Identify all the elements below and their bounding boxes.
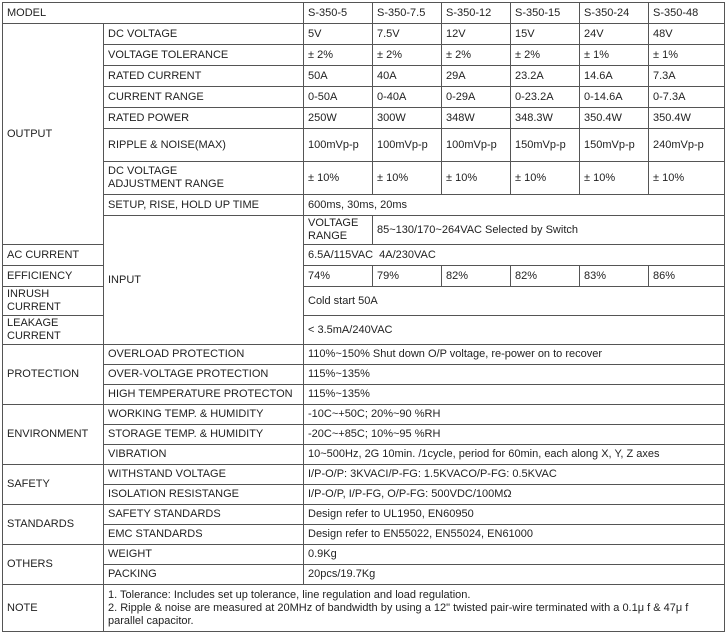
value-cell: 0-14.6A — [580, 87, 649, 108]
row-label: AC CURRENT — [3, 245, 104, 266]
section-input: INPUT — [104, 216, 304, 345]
row-label: WEIGHT — [104, 545, 304, 565]
value-cell: ± 2% — [511, 45, 580, 66]
value-cell: Design refer to EN55022, EN55024, EN61000 — [304, 525, 725, 545]
value-cell: 0-23.2A — [511, 87, 580, 108]
voltage-tolerance-row — [3, 45, 725, 66]
value-cell: 115%~135% — [304, 365, 725, 385]
value-cell: 24V — [580, 24, 649, 45]
model-cell: S-350-24 — [580, 3, 649, 24]
dc-voltage-row — [3, 24, 725, 45]
row-label: EFFICIENCY — [3, 266, 104, 287]
row-label: RIPPLE & NOISE(MAX) — [104, 129, 304, 162]
row-label: VOLTAGE TOLERANCE — [104, 45, 304, 66]
section-environment: ENVIRONMENT — [3, 405, 104, 465]
value-cell: 5V — [304, 24, 373, 45]
model-row — [3, 3, 725, 24]
row-label — [104, 162, 304, 195]
value-cell: Cold start 50A — [304, 287, 725, 316]
withstand-row — [3, 465, 725, 485]
row-label: ISOLATION RESISTANGE — [104, 485, 304, 505]
value-cell: 0-50A — [304, 87, 373, 108]
value-cell: 86% — [649, 266, 725, 287]
value-cell: 100mVp-p — [304, 129, 373, 162]
value-cell: 115%~135% — [304, 385, 725, 405]
weight-row — [3, 545, 725, 565]
overvoltage-row — [3, 365, 725, 385]
packing-row — [3, 565, 725, 585]
value-cell: 600ms, 30ms, 20ms — [304, 195, 725, 216]
row-label: SETUP, RISE, HOLD UP TIME — [104, 195, 304, 216]
model-cell: S-350-48 — [649, 3, 725, 24]
section-protection: PROTECTION — [3, 345, 104, 405]
row-label: STORAGE TEMP. & HUMIDITY — [104, 425, 304, 445]
value-cell: 7.3A — [649, 66, 725, 87]
value-cell: < 3.5mA/240VAC — [304, 316, 725, 345]
overload-row — [3, 345, 725, 365]
row-label: WORKING TEMP. & HUMIDITY — [104, 405, 304, 425]
note-row — [3, 585, 725, 632]
value-cell: 100mVp-p — [442, 129, 511, 162]
model-cell: S-350-7.5 — [373, 3, 442, 24]
setup-row — [3, 195, 725, 216]
value-cell: 348W — [442, 108, 511, 129]
value-cell: 300W — [373, 108, 442, 129]
value-cell: 14.6A — [580, 66, 649, 87]
model-label: MODEL — [3, 3, 304, 24]
value-cell: -10C~+50C; 20%~90 %RH — [304, 405, 725, 425]
section-output: OUTPUT — [3, 24, 104, 245]
value-cell: 40A — [373, 66, 442, 87]
note-line: 1. Tolerance: Includes set up tolerance, line regulation and load regulation. — [108, 588, 471, 601]
note-text — [104, 585, 725, 632]
value-cell: ± 2% — [304, 45, 373, 66]
value-cell: ± 2% — [373, 45, 442, 66]
spec-table — [2, 2, 725, 632]
rated-current-row — [3, 66, 725, 87]
value-cell: 240mVp-p — [649, 129, 725, 162]
value-cell: 0-40A — [373, 87, 442, 108]
isolation-row — [3, 485, 725, 505]
value-cell: 82% — [442, 266, 511, 287]
value-cell: 350.4W — [580, 108, 649, 129]
value-cell: 48V — [649, 24, 725, 45]
value-cell: ± 1% — [649, 45, 725, 66]
value-cell: 23.2A — [511, 66, 580, 87]
value-cell: 50A — [304, 66, 373, 87]
row-label: OVER-VOLTAGE PROTECTION — [104, 365, 304, 385]
value-cell: 79% — [373, 266, 442, 287]
row-label: CURRENT RANGE — [104, 87, 304, 108]
model-cell: S-350-15 — [511, 3, 580, 24]
storage-temp-row — [3, 425, 725, 445]
section-safety: SAFETY — [3, 465, 104, 505]
value-cell: 0-7.3A — [649, 87, 725, 108]
value-cell: ± 10% — [580, 162, 649, 195]
value-cell: 250W — [304, 108, 373, 129]
row-label: HIGH TEMPERATURE PROTECTON — [104, 385, 304, 405]
row-label: OVERLOAD PROTECTION — [104, 345, 304, 365]
model-cell: S-350-5 — [304, 3, 373, 24]
value-cell: ± 1% — [580, 45, 649, 66]
section-standards: STANDARDS — [3, 505, 104, 545]
value-cell: 0-29A — [442, 87, 511, 108]
row-label: VIBRATION — [104, 445, 304, 465]
value-cell: ± 10% — [649, 162, 725, 195]
value-cell: 6.5A/115VAC 4A/230VAC — [304, 245, 725, 266]
value-cell: -20C~+85C; 10%~95 %RH — [304, 425, 725, 445]
value-cell: 20pcs/19.7Kg — [304, 565, 725, 585]
section-note: NOTE — [3, 585, 104, 632]
row-label: PACKING — [104, 565, 304, 585]
value-cell: ± 10% — [442, 162, 511, 195]
row-label-line: ADJUSTMENT RANGE — [108, 178, 224, 190]
hightemp-row — [3, 385, 725, 405]
working-temp-row — [3, 405, 725, 425]
value-cell: ± 10% — [373, 162, 442, 195]
row-label: LEAKAGE CURRENT — [3, 316, 104, 345]
voltage-range-row — [3, 216, 725, 245]
vibration-row — [3, 445, 725, 465]
row-label: VOLTAGE RANGE — [304, 216, 373, 245]
value-cell: 12V — [442, 24, 511, 45]
safety-standards-row — [3, 505, 725, 525]
value-cell: 83% — [580, 266, 649, 287]
row-label-line: DC VOLTAGE — [108, 165, 178, 177]
ripple-noise-row — [3, 129, 725, 162]
row-label: RATED CURRENT — [104, 66, 304, 87]
row-label: EMC STANDARDS — [104, 525, 304, 545]
value-cell: 82% — [511, 266, 580, 287]
value-cell: 10~500Hz, 2G 10min. /1cycle, period for 60min, each along X, Y, Z axes — [304, 445, 725, 465]
value-cell: 85~130/170~264VAC Selected by Switch — [373, 216, 725, 245]
value-cell: 110%~150% Shut down O/P voltage, re-power on to recover — [304, 345, 725, 365]
emc-standards-row — [3, 525, 725, 545]
value-cell: 350.4W — [649, 108, 725, 129]
row-label: WITHSTAND VOLTAGE — [104, 465, 304, 485]
value-cell: 150mVp-p — [580, 129, 649, 162]
value-cell: Design refer to UL1950, EN60950 — [304, 505, 725, 525]
row-label: INRUSH CURRENT — [3, 287, 104, 316]
value-cell: ± 10% — [511, 162, 580, 195]
current-range-row — [3, 87, 725, 108]
value-cell: I/P-O/P: 3KVACI/P-FG: 1.5KVACO/P-FG: 0.5KVAC — [304, 465, 725, 485]
value-cell: ± 10% — [304, 162, 373, 195]
rated-power-row — [3, 108, 725, 129]
value-cell: 7.5V — [373, 24, 442, 45]
row-label: RATED POWER — [104, 108, 304, 129]
note-line: 2. Ripple & noise are measured at 20MHz of bandwidth by using a 12" twisted pair-wire terminated with a 0.1μ f & 47μ f parallel capacitor. — [108, 601, 689, 627]
value-cell: 74% — [304, 266, 373, 287]
section-others: OTHERS — [3, 545, 104, 585]
value-cell: 29A — [442, 66, 511, 87]
row-label: SAFETY STANDARDS — [104, 505, 304, 525]
value-cell: I/P-O/P, I/P-FG, O/P-FG: 500VDC/100MΩ — [304, 485, 725, 505]
value-cell: 15V — [511, 24, 580, 45]
dc-adjustment-row — [3, 162, 725, 195]
value-cell: 348.3W — [511, 108, 580, 129]
value-cell: 150mVp-p — [511, 129, 580, 162]
value-cell: 0.9Kg — [304, 545, 725, 565]
value-cell: 100mVp-p — [373, 129, 442, 162]
row-label: DC VOLTAGE — [104, 24, 304, 45]
model-cell: S-350-12 — [442, 3, 511, 24]
value-cell: ± 2% — [442, 45, 511, 66]
